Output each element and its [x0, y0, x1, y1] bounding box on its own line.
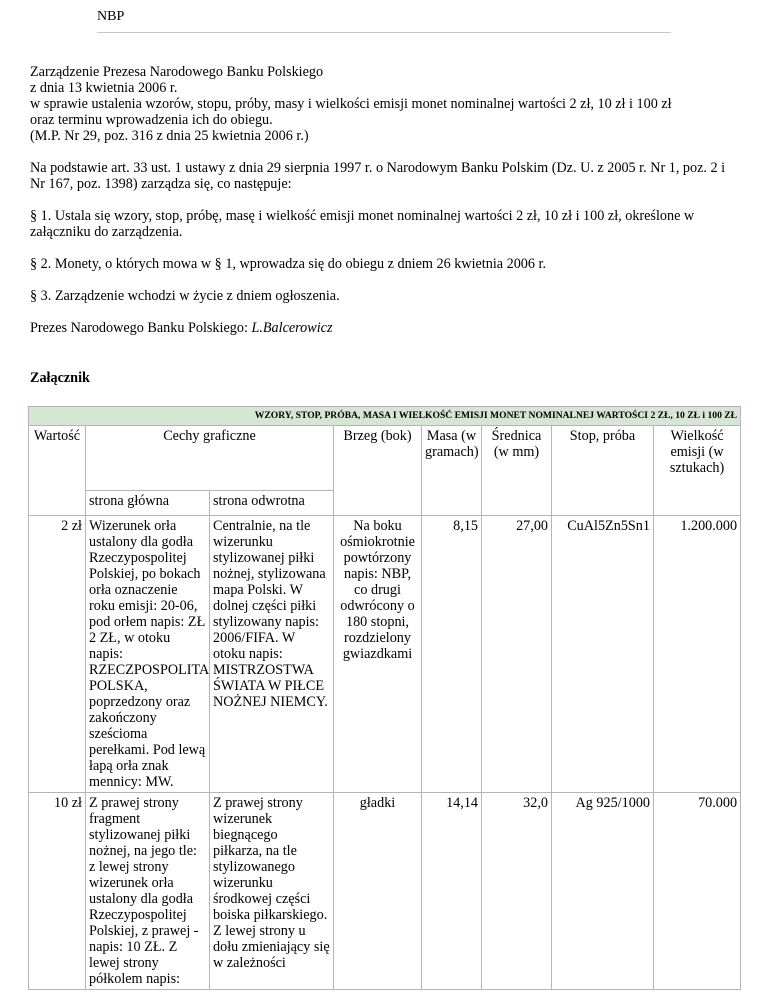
title-line: z dnia 13 kwietnia 2006 r. [30, 80, 178, 96]
cell-obverse: Z prawej strony fragment stylizowanej piłki nożnej, na jego tle: z lewej strony wizerunek orła ustalony dla godła Rzeczypospolitej Polskiej, z prawej - napis: 10 ZŁ. Z lewej strony półkolem napis: [86, 793, 210, 990]
attachment-heading: Załącznik [30, 370, 90, 386]
cell-reverse: Centralnie, na tle wizerunku stylizowanej piłki nożnej, stylizowana mapa Polski. W dolnej części piłki stylizowany napis: 2006/FIFA. W otoku napis: MISTRZOSTWA ŚWIATA W PIŁCE NOŻNEJ NIEMCY. [210, 516, 334, 793]
cell-edge: gładki [334, 793, 422, 990]
title-line: (M.P. Nr 29, poz. 316 z dnia 25 kwietnia 2006 r.) [30, 128, 309, 144]
header-divider [97, 32, 671, 33]
title-line: Zarządzenie Prezesa Narodowego Banku Polskiego [30, 64, 324, 80]
preamble: Na podstawie art. 33 ust. 1 ustawy z dnia 29 sierpnia 1997 r. o Narodowym Banku Polskim (Dz. U. z 2005 r. Nr 1, poz. 2 i Nr 167, poz. 1398) zarządza się, co następuje: [30, 160, 726, 192]
paragraph-2: § 2. Monety, o których mowa w § 1, wprowadza się do obiegu z dniem 26 kwietnia 2006 r. [30, 256, 547, 272]
header-diameter: Średnica (w mm) [482, 426, 552, 516]
cell-reverse: Z prawej strony wizerunek biegnącego piłkarza, na tle stylizowanego wizerunku środkowej części boiska piłkarskiego. Z lewej strony u dołu zmieniający się w zależności [210, 793, 334, 990]
signature-prefix: Prezes Narodowego Banku Polskiego: [30, 320, 252, 336]
title-line: w sprawie ustalenia wzorów, stopu, próby, masy i wielkości emisji monet nominalnej wartości 2 zł, 10 zł i 100 zł [30, 96, 672, 112]
cell-obverse: Wizerunek orła ustalony dla godła Rzeczypospolitej Polskiej, po bokach orła oznaczenie roku emisji: 20-06, pod orłem napis: ZŁ 2 ZŁ, w otoku napis: RZECZPOSPOLITA POLSKA, poprzedzony oraz zakończony sześcioma perełkami. Pod lewą łapą orła znak mennicy: MW. [86, 516, 210, 793]
cell-alloy: Ag 925/1000 [552, 793, 654, 990]
cell-edge: Na boku ośmiokrotnie powtórzony napis: NBP, co drugi odwrócony o 180 stopni, rozdzielony gwiazdkami [334, 516, 422, 793]
table-row [29, 793, 741, 990]
site-header: NBP [97, 9, 125, 24]
header-edge: Brzeg (bok) [334, 426, 422, 516]
header-graphic: Cechy graficzne [86, 426, 334, 491]
header-issue: Wielkość emisji (w sztukach) [654, 426, 741, 516]
table-caption-row [29, 407, 741, 426]
paragraph-1: § 1. Ustala się wzory, stop, próbę, masę i wielkość emisji monet nominalnej wartości 2 zł, 10 zł i 100 zł, określone w załączniku do zarządzenia. [30, 208, 695, 240]
table-header-row [29, 426, 741, 491]
header-mass: Masa (w gramach) [422, 426, 482, 516]
paragraph-3: § 3. Zarządzenie wchodzi w życie z dniem ogłoszenia. [30, 288, 340, 304]
title-line: oraz terminu wprowadzenia ich do obiegu. [30, 112, 273, 128]
cell-issue: 1.200.000 [654, 516, 741, 793]
cell-diameter: 32,0 [482, 793, 552, 990]
header-value: Wartość [29, 426, 86, 516]
table-caption: WZORY, STOP, PRÓBA, MASA I WIELKOŚĆ EMISJI MONET NOMINALNEJ WARTOŚCI 2 ZŁ, 10 ZŁ i 100 ZŁ [29, 407, 741, 426]
table-row [29, 516, 741, 793]
cell-mass: 8,15 [422, 516, 482, 793]
cell-issue: 70.000 [654, 793, 741, 990]
signature [30, 320, 742, 336]
cell-alloy: CuAl5Zn5Sn1 [552, 516, 654, 793]
cell-value: 10 zł [29, 793, 86, 990]
title-block [30, 64, 742, 144]
signature-name: L.Balcerowicz [251, 320, 333, 336]
header-obverse: strona główna [86, 491, 210, 516]
attachment-table [28, 406, 741, 990]
cell-value: 2 zł [29, 516, 86, 793]
header-reverse: strona odwrotna [210, 491, 334, 516]
cell-mass: 14,14 [422, 793, 482, 990]
cell-diameter: 27,00 [482, 516, 552, 793]
header-alloy: Stop, próba [552, 426, 654, 516]
document-body [30, 64, 742, 336]
